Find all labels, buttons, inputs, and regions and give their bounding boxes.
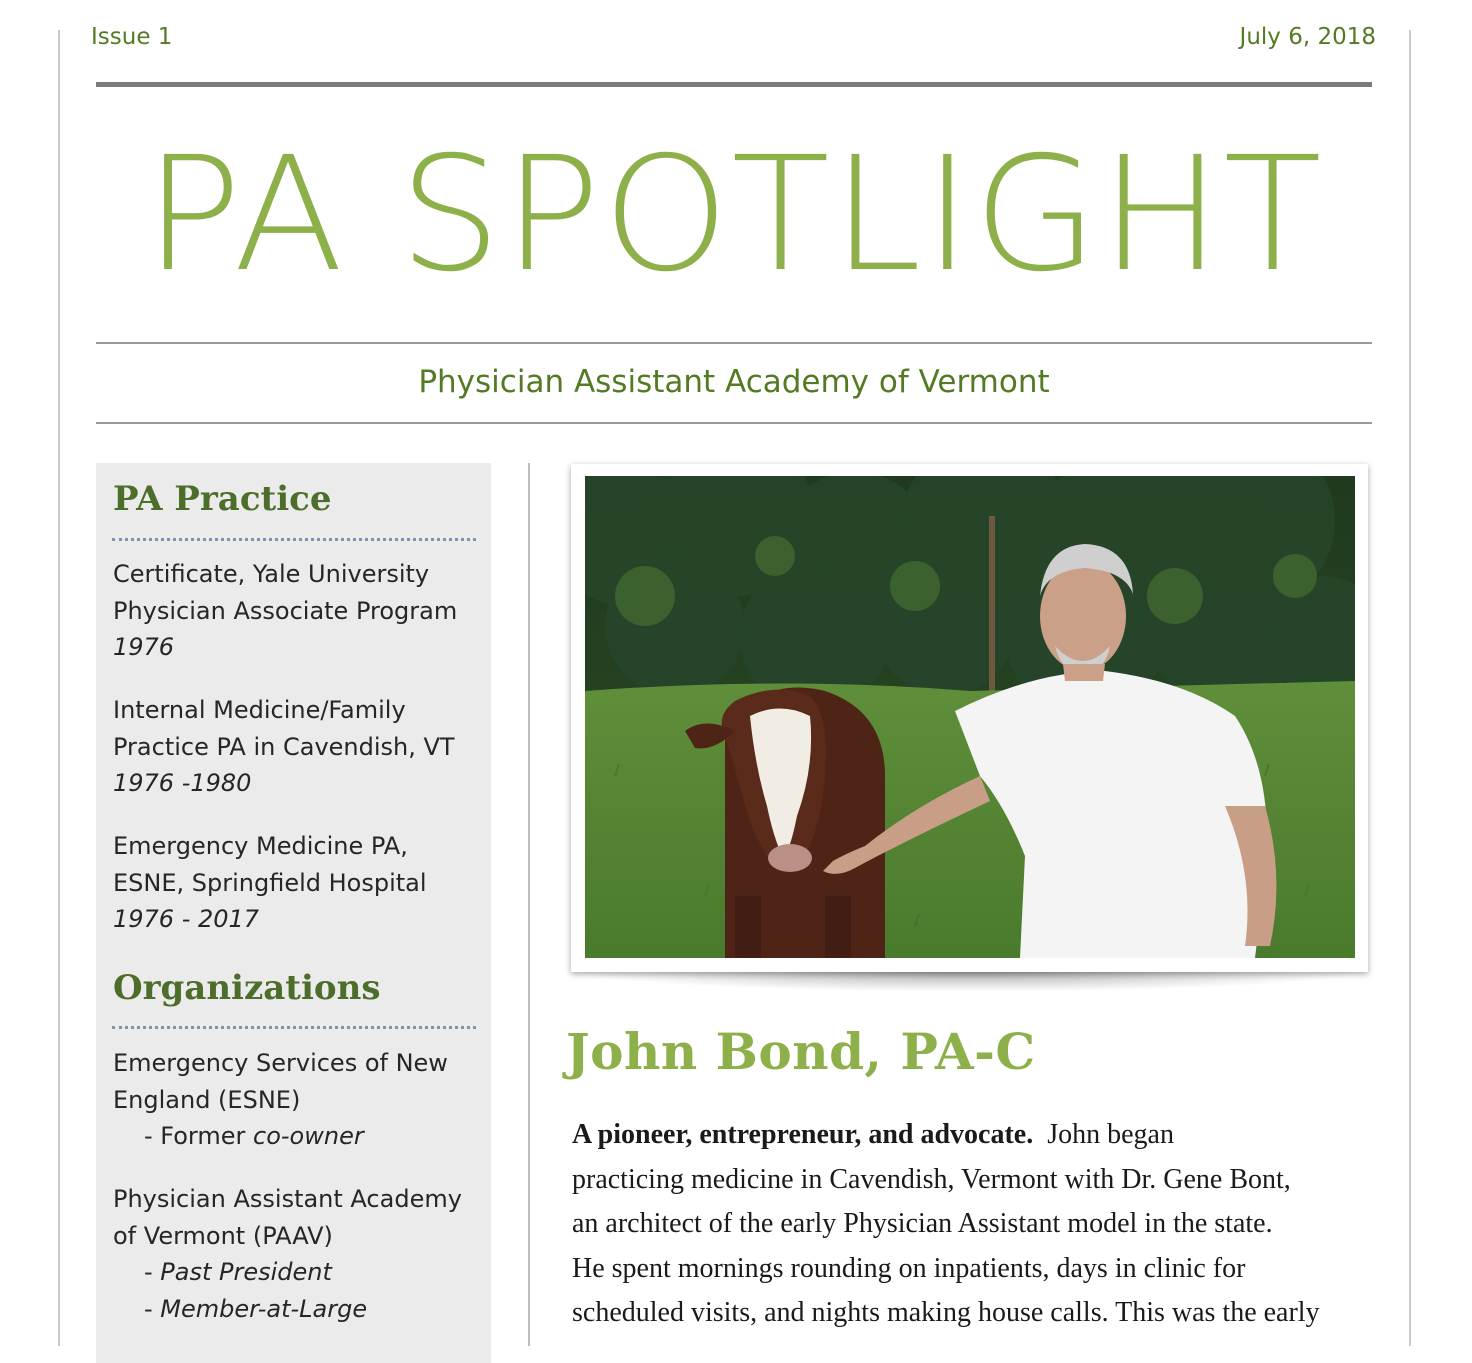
column-divider <box>528 463 530 1346</box>
body-line-text: John began <box>1047 1119 1174 1150</box>
organization-role <box>113 1118 483 1155</box>
role-title: Member-at-Large <box>160 1294 368 1323</box>
role-prefix: - <box>144 1294 161 1323</box>
subtitle-rule-top <box>96 342 1372 344</box>
header-rule <box>96 82 1372 87</box>
issue-date: July 6, 2018 <box>1239 24 1376 50</box>
organizations-heading: Organizations <box>113 968 381 1008</box>
subtitle-rule-bottom <box>96 422 1372 424</box>
masthead <box>96 120 1372 310</box>
masthead-title: PA SPOTLIGHT <box>144 123 1324 307</box>
organization-item <box>113 1181 483 1327</box>
practice-line: ESNE, Springfield Hospital <box>113 868 427 897</box>
practice-line: Physician Associate Program <box>113 596 458 625</box>
profile-photo <box>585 476 1355 958</box>
subtitle: Physician Assistant Academy of Vermont <box>418 364 1050 400</box>
practice-item <box>113 556 483 666</box>
practice-line: Practice PA in Cavendish, VT <box>113 732 455 761</box>
article-name: John Bond, PA-C <box>566 1022 1036 1081</box>
organization-role <box>113 1291 483 1328</box>
page-edge-left <box>58 30 60 1346</box>
role-title: co-owner <box>253 1122 364 1150</box>
lead-sentence: A pioneer, entrepreneur, and advocate. <box>572 1119 1034 1150</box>
organization-line: of Vermont (PAAV) <box>113 1221 333 1250</box>
organization-line: Emergency Services of New <box>113 1049 448 1077</box>
practice-years: 1976 - 2017 <box>113 905 260 933</box>
sidebar <box>96 463 491 1363</box>
practice-line: Certificate, Yale University <box>113 560 430 588</box>
organization-item <box>113 1045 483 1155</box>
practice-item <box>113 828 483 938</box>
body-line: practicing medicine in Cavendish, Vermont with Dr. Gene Bont, <box>572 1163 1291 1195</box>
body-line: an architect of the early Physician Assistant model in the state. <box>572 1208 1273 1239</box>
page-edge-right <box>1409 30 1411 1346</box>
issue-number: Issue 1 <box>91 24 173 50</box>
practice-heading: PA Practice <box>113 479 332 519</box>
role-title: Past President <box>160 1258 332 1286</box>
organization-line: England (ESNE) <box>113 1085 301 1114</box>
organization-line: Physician Assistant Academy <box>113 1185 462 1213</box>
role-prefix: - <box>144 1258 161 1286</box>
practice-years: 1976 -1980 <box>113 769 252 797</box>
role-prefix: - Former <box>144 1122 254 1150</box>
practice-line: Internal Medicine/Family <box>113 696 406 724</box>
article-body <box>572 1113 1392 1336</box>
practice-years: 1976 <box>113 633 175 661</box>
practice-line: Emergency Medicine PA, <box>113 832 408 860</box>
practice-divider <box>112 538 476 541</box>
practice-item <box>113 692 483 802</box>
organizations-divider <box>112 1026 476 1029</box>
body-line: scheduled visits, and nights making house calls. This was the early <box>572 1297 1320 1328</box>
body-line <box>572 1113 1392 1158</box>
organization-role <box>113 1254 483 1291</box>
photo-shadow <box>570 970 1370 992</box>
body-line: He spent mornings rounding on inpatients, days in clinic for <box>572 1252 1246 1284</box>
